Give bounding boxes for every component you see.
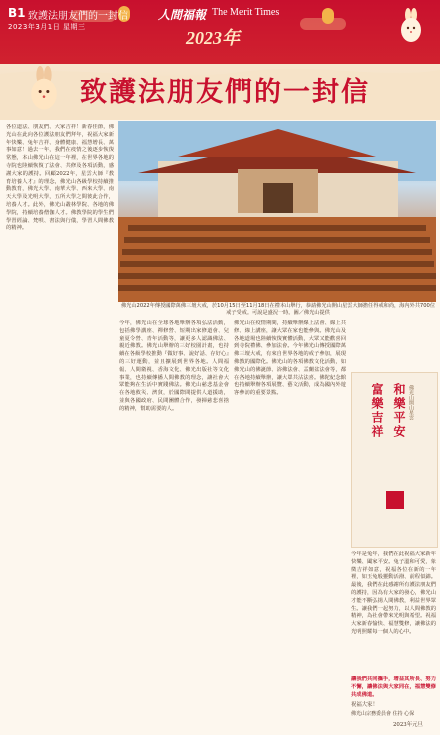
photo-caption: 佛光山2022年傳授國際萬佛三壇大戒，於10月15日至11月18日在禮本山舉行，恭請佛光山開山星雲大師擔任得戒和尚，海內外共700位戒子受戒。可說是盛況一時。圖／佛光山提供: [120, 303, 436, 316]
section-code: B1: [8, 6, 26, 20]
signature-org: 佛光山宗務委員會 住持 心保: [351, 711, 415, 717]
signature-date: 2023年元旦: [393, 722, 423, 728]
article-column-1: 各位道法、朋友們、大家吉祥！新春佳節，佛光山在此向各位護法朋友們拜年，祝福大家新年快樂、兔年吉祥、身體健康、福慧增長、萬事如意！過去一年，我們在疫情之後逐步恢復常態，本山佛光山在這一年裡，在世界各地的寺院也陸續恢復了法會、共修及各項活動，感謝大家的護持。回顧2022年，星雲大師『教育培養人才』的理念，佛光山各級學校持續推動教育，佛光大學、南華大學、西來大學、南天大學及光明大學，五所大學之間彼此合作，培養人才。此外，佛光山叢林學院、各地的佛學院，持續培養僧伽人才。佛教學院的學生們學習經論、梵唄、書法與行儀，學習人間佛教的精神。: [6, 124, 114, 232]
section-title: 致護法朋友們的一封信: [28, 11, 128, 22]
calligraphy-signature: 佛光山開山星雲: [408, 385, 414, 420]
calligraphy-line-2: 富樂吉祥: [370, 383, 384, 439]
rabbit-illustration: [24, 66, 64, 112]
paper-logo: 人間福報: [158, 8, 207, 22]
closing-highlight: 讓我們共同攜手，增益其所長、努力不懈，讓佛法與大家同在，福慧雙修共成佛道。: [351, 676, 436, 698]
lantern-icon: [322, 8, 334, 24]
seal-stamp: [386, 491, 404, 509]
article-column-4: 今年是兔年，我們在此祝福大家新年快樂、闔家平安。兔子溫和可愛，象徵吉祥如意，祝福各位在新的一年裡，如玉兔般靈動活潑、前程似錦。最後，我們在此感謝所有護法朋友們的護持，因為有大家的發心，佛光山才能不斷弘揚人間佛教，利益世界眾生。讓我們一起努力，以人間佛教的精神，為社會帶來光明與希望。祝福大家新春愉快、福慧雙修，讓佛法的光明照耀每一個人的心中。: [351, 551, 436, 635]
issue-date: 2023年3月1日 星期三: [8, 23, 86, 31]
article-column-2: 今年，佛光山在全球各地舉辦各項弘法活動，包括佛學講座、禪修營、短期出家修道會、兒童夏令營、青年活動等，讓更多人認識佛法、親近佛教。佛光山舉辦的三好校園計畫，也持續在各級學校推動『做好事、說好話、存好心』的三好運動，並且擴展到世界各地。人間福報、人間衛視、香海文化、佛光出版社等文化事業，也持續傳播人間佛教的理念，讓社會大眾能夠在生活中實踐佛法。佛光山慈悲基金會在各地救災、濟貧，於國際間提供人道援助，並與各國政府、民間團體合作，發揮慈悲喜捨的精神，幫助需要的人。: [119, 320, 229, 412]
rabbit-icon: [396, 8, 426, 44]
closing-greeting: 祝福大家！: [351, 702, 378, 708]
article-title: 致護法朋友們的一封信: [80, 77, 370, 108]
year-title: 2023年: [186, 28, 240, 48]
calligraphy-line-1: 和樂平安: [392, 383, 406, 439]
paper-logo-en: The Merit Times: [212, 7, 280, 18]
calligraphy-ad: [351, 372, 438, 548]
temple-photo: [118, 121, 436, 302]
article-column-3: 佛光山在疫情期間，持續舉辦線上法會、線上共修、線上講座，讓大眾在家也能參與。佛光山及各地道場也陸續恢復實體活動，大眾又能歡喜回到寺院禮佛、參加法會。今年佛光山傳授國際萬佛三壇大戒，有來自世界各地的戒子參加，展現佛教的國際化。佛光山的各項佛教文化活動，如佛光山的佛誕節、浴佛法會、盂蘭盆法會等，都在各地持續舉辦，讓大眾共沾法喜。佛陀紀念館也持續舉辦各項展覽、藝文活動，成為國內外遊客參訪的重要景點。: [234, 320, 346, 397]
